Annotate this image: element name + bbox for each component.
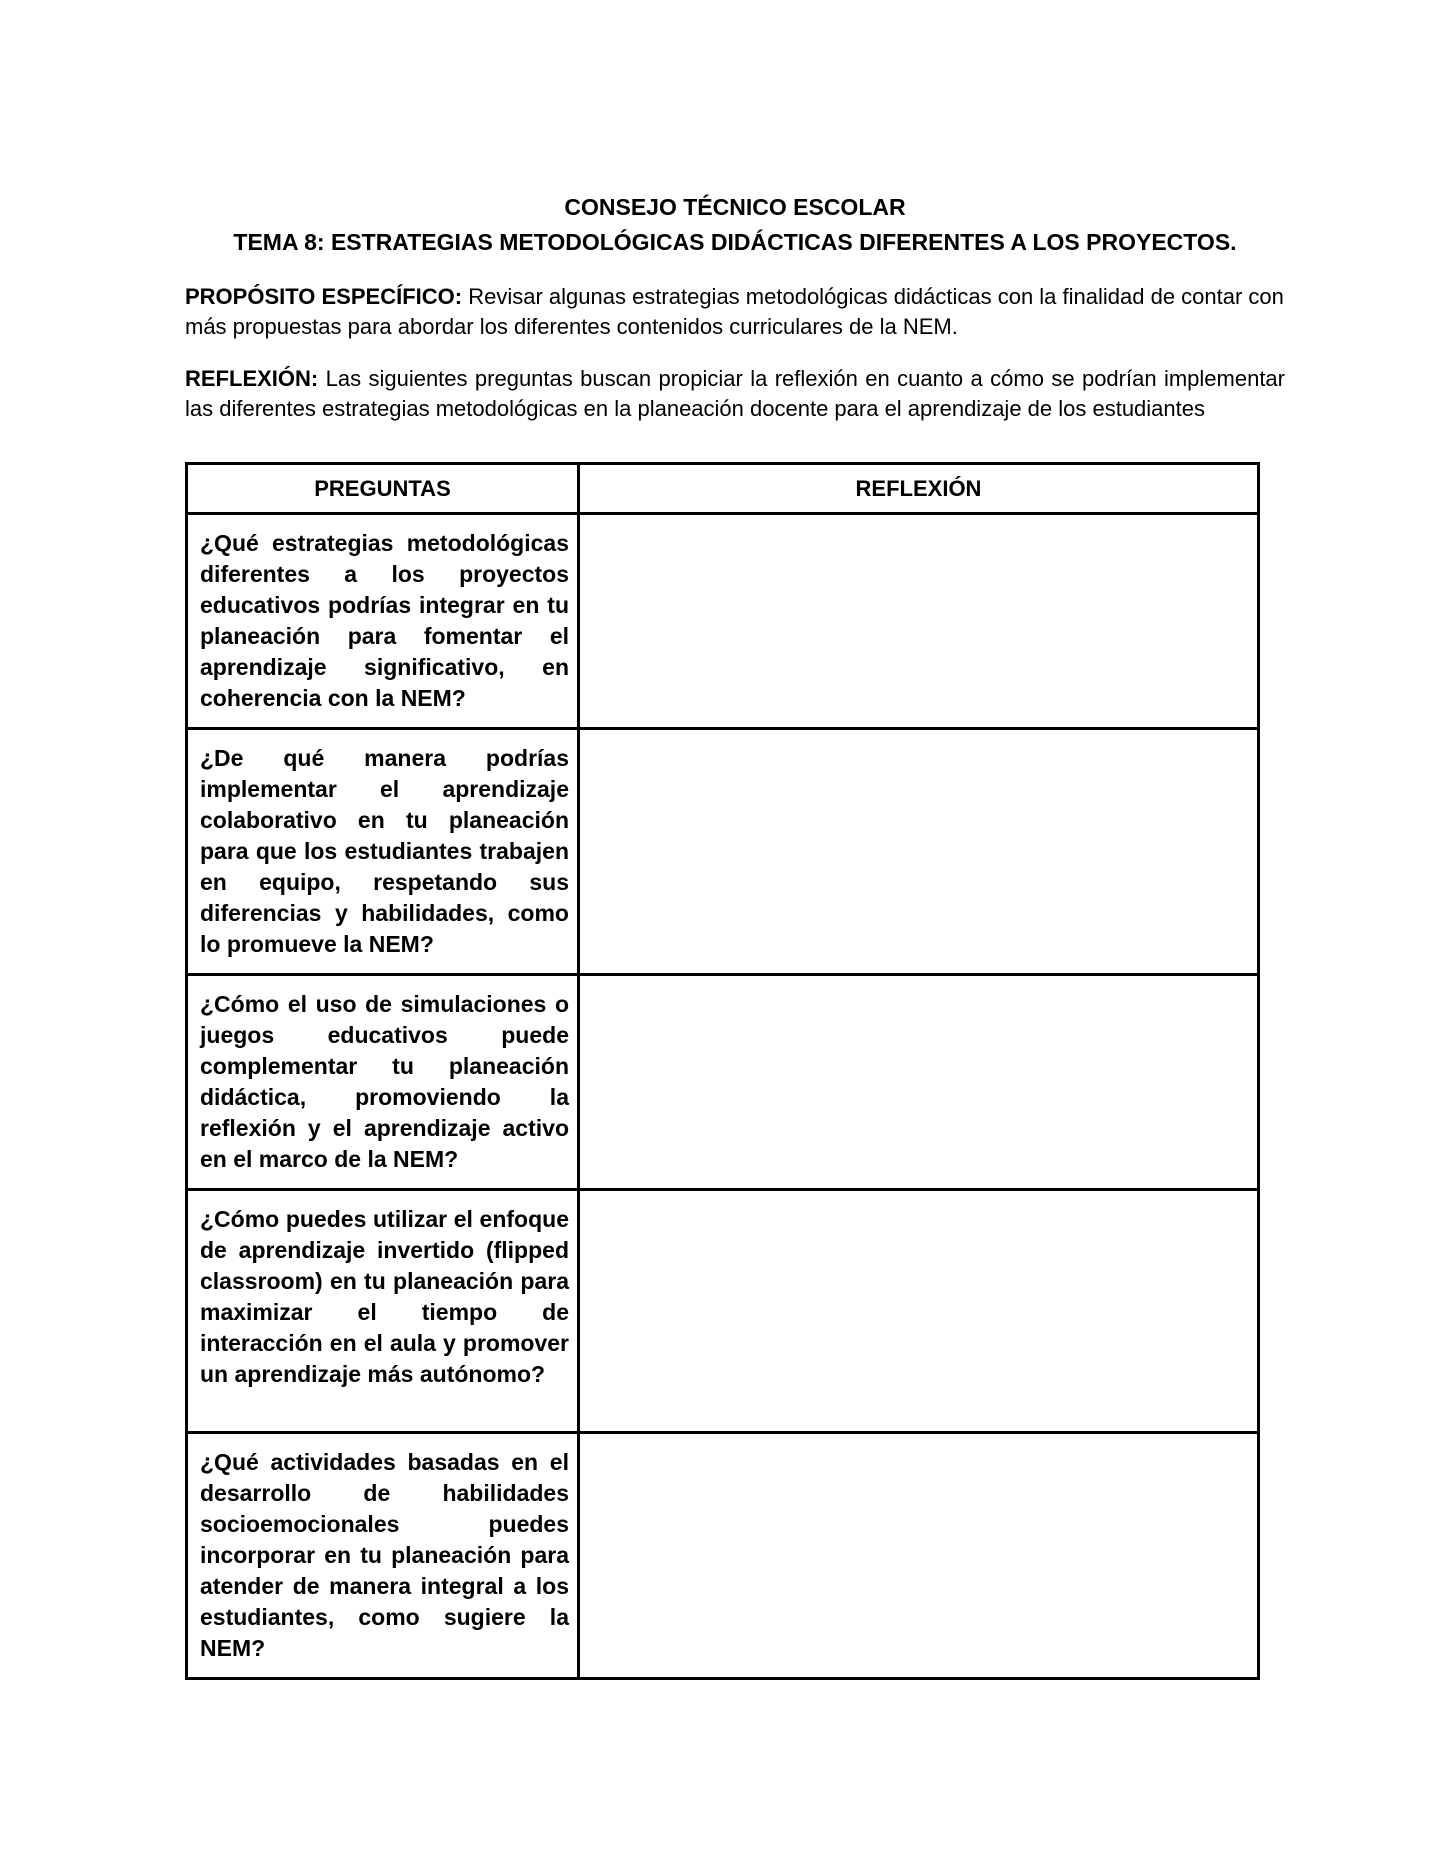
document-title [185,190,1285,260]
column-header-reflexion: REFLEXIÓN [579,464,1259,514]
reflexion-label: REFLEXIÓN: [185,366,319,391]
proposito-paragraph [185,282,1285,342]
document-content [185,190,1285,1680]
proposito-text: Revisar algunas estrategias metodológicas didácticas con la finalidad de contar con más propuestas para abordar los diferentes contenidos curriculares de la NEM. [185,284,1284,339]
reflection-cell-5 [579,1433,1259,1679]
reflection-cell-1 [579,514,1259,729]
title-line-2: TEMA 8: ESTRATEGIAS METODOLÓGICAS DIDÁCTICAS DIFERENTES A LOS PROYECTOS. [233,229,1237,255]
reflection-cell-2 [579,729,1259,975]
proposito-label: PROPÓSITO ESPECÍFICO: [185,284,463,309]
table-row [187,975,1259,1190]
question-cell-4: ¿Cómo puedes utilizar el enfoque de aprendizaje invertido (flipped classroom) en tu planeación para maximizar el tiempo de interacción en el aula y promover un aprendizaje más autónomo? [187,1190,579,1433]
table-row [187,1190,1259,1433]
question-cell-3: ¿Cómo el uso de simulaciones o juegos educativos puede complementar tu planeación didáctica, promoviendo la reflexión y el aprendizaje activo en el marco de la NEM? [187,975,579,1190]
reflection-cell-3 [579,975,1259,1190]
question-cell-5: ¿Qué actividades basadas en el desarrollo de habilidades socioemocionales puedes incorporar en tu planeación para atender de manera integral a los estudiantes, como sugiere la NEM? [187,1433,579,1679]
title-line-1: CONSEJO TÉCNICO ESCOLAR [564,194,906,220]
table-header-row [187,464,1259,514]
reflexion-paragraph [185,364,1285,424]
table-row [187,1433,1259,1679]
reflection-cell-4 [579,1190,1259,1433]
table-row [187,514,1259,729]
column-header-preguntas: PREGUNTAS [187,464,579,514]
preguntas-reflexion-table [185,462,1260,1680]
question-cell-2: ¿De qué manera podrías implementar el aprendizaje colaborativo en tu planeación para que los estudiantes trabajen en equipo, respetando sus diferencias y habilidades, como lo promueve la NEM? [187,729,579,975]
table-row [187,729,1259,975]
question-cell-1: ¿Qué estrategias metodológicas diferentes a los proyectos educativos podrías integrar en tu planeación para fomentar el aprendizaje significativo, en coherencia con la NEM? [187,514,579,729]
reflexion-text: Las siguientes preguntas buscan propiciar la reflexión en cuanto a cómo se podrían implementar las diferentes estrategias metodológicas en la planeación docente para el aprendizaje de los estudiantes [185,366,1285,421]
